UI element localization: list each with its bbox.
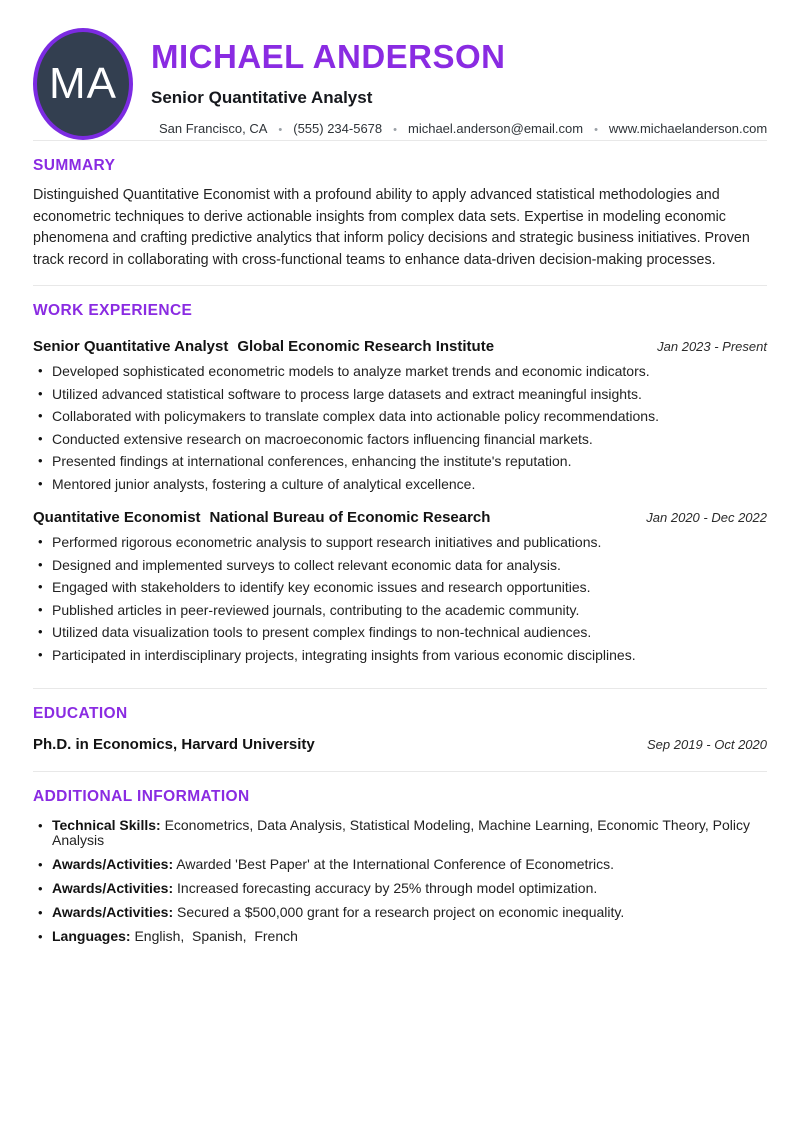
additional-list: [33, 818, 767, 944]
job-title-company: [33, 338, 494, 355]
dot-separator-icon: •: [393, 124, 397, 136]
contact-item: San Francisco, CA: [159, 121, 268, 136]
contact-item: (555) 234-5678: [293, 121, 383, 136]
info-label: Awards/Activities:: [52, 904, 174, 920]
contact-item: michael.anderson@email.com: [408, 121, 584, 136]
job-header: [33, 338, 767, 355]
info-item: [33, 881, 767, 896]
job-bullet: • Performed rigorous econometric analysis to support research initiatives and publications.: [33, 535, 767, 550]
dot-separator-icon: •: [594, 124, 598, 136]
experience-heading: WORK EXPERIENCE: [33, 302, 193, 319]
summary-heading: SUMMARY: [33, 157, 116, 174]
job-title: Quantitative Economist: [33, 509, 201, 526]
job-bullets: [33, 535, 767, 662]
avatar-initials: MA: [49, 59, 117, 108]
info-item: [33, 818, 767, 848]
additional-heading: ADDITIONAL INFORMATION: [33, 788, 250, 805]
experience-section: [33, 286, 767, 688]
job-bullet: • Utilized data visualization tools to present complex findings to non-technical audiences.: [33, 625, 767, 640]
job-bullet: • Utilized advanced statistical software to process large datasets and extract meaningful insights.: [33, 387, 767, 402]
info-text: Increased forecasting accuracy by 25% through model optimization.: [177, 880, 598, 896]
info-text: English, Spanish, French: [134, 928, 298, 944]
info-item: [33, 929, 767, 944]
info-text: Awarded 'Best Paper' at the International Conference of Econometrics.: [176, 856, 615, 872]
job-bullet: • Developed sophisticated econometric models to analyze market trends and economic indicators.: [33, 364, 767, 379]
education-heading: EDUCATION: [33, 705, 128, 722]
info-item: [33, 905, 767, 920]
summary-section: [33, 141, 767, 285]
job-header: [33, 509, 767, 526]
info-text: Secured a $500,000 grant for a research project on economic inequality.: [177, 904, 625, 920]
info-label: Awards/Activities:: [52, 856, 174, 872]
job-bullet: • Designed and implemented surveys to collect relevant economic data for analysis.: [33, 558, 767, 573]
job-bullet: • Mentored junior analysts, fostering a culture of analytical excellence.: [33, 477, 767, 492]
job-bullet: • Collaborated with policymakers to translate complex data into actionable policy recommendations.: [33, 409, 767, 424]
job-bullet: • Conducted extensive research on macroeconomic factors influencing financial markets.: [33, 432, 767, 447]
education-entry: [33, 736, 767, 753]
header-text: [151, 28, 767, 136]
additional-section: [33, 772, 767, 944]
education-degree: Ph.D. in Economics, Harvard University: [33, 736, 315, 753]
education-section: [33, 689, 767, 771]
job-company: National Bureau of Economic Research: [209, 509, 491, 526]
candidate-title: Senior Quantitative Analyst: [151, 88, 373, 107]
jobs-list: [33, 338, 767, 662]
info-item: [33, 857, 767, 872]
job-entry: [33, 509, 767, 662]
candidate-name: MICHAEL ANDERSON: [151, 38, 506, 75]
info-label: Technical Skills:: [52, 817, 161, 833]
dot-separator-icon: •: [278, 124, 283, 136]
job-company: Global Economic Research Institute: [237, 338, 495, 355]
summary-text: Distinguished Quantitative Economist with a profound ability to apply advanced statistical methodologies and econometric techniques to derive actionable insights from complex data sets. Expertise in modeling economic phenomena and crafting predictive analytics that inform policy decisions and strategic business initiatives. Proven track record in collaborating with cross-functional teams to enhance data-driven decision-making processes.: [33, 187, 750, 268]
education-dates: Sep 2019 - Oct 2020: [647, 737, 767, 752]
job-bullet: • Presented findings at international conferences, enhancing the institute's reputation.: [33, 454, 767, 469]
contact-row: [151, 121, 767, 136]
info-label: Awards/Activities:: [52, 880, 174, 896]
contact-item: www.michaelanderson.com: [608, 121, 768, 136]
avatar: [33, 28, 133, 140]
info-label: Languages:: [52, 928, 131, 944]
job-entry: [33, 338, 767, 491]
job-dates: Jan 2023 - Present: [657, 339, 767, 354]
job-title-company: [33, 509, 490, 526]
job-bullet: • Published articles in peer-reviewed journals, contributing to the academic community.: [33, 603, 767, 618]
job-title: Senior Quantitative Analyst: [33, 338, 229, 355]
resume-header: [33, 0, 767, 140]
job-bullet: • Engaged with stakeholders to identify key economic issues and research opportunities.: [33, 580, 767, 595]
job-bullet: • Participated in interdisciplinary projects, integrating insights from various economic disciplines.: [33, 648, 767, 663]
info-text: Econometrics, Data Analysis, Statistical Modeling, Machine Learning, Economic Theory, Policy Analysis: [52, 817, 754, 848]
job-dates: Jan 2020 - Dec 2022: [646, 510, 767, 525]
job-bullets: [33, 364, 767, 491]
